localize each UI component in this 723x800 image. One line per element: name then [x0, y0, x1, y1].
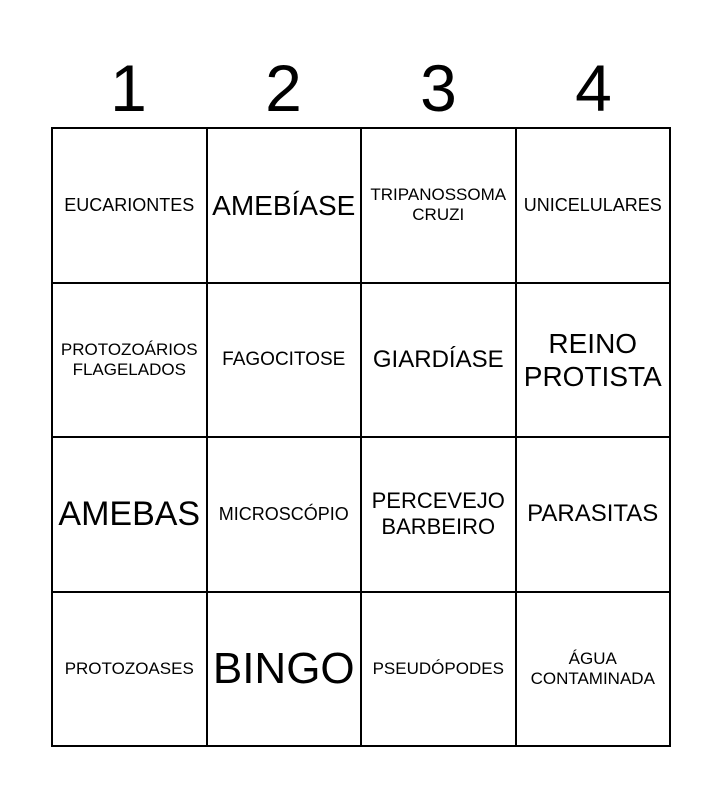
column-number: 2	[265, 51, 302, 125]
cell-label: GIARDÍASE	[372, 345, 504, 373]
bingo-cell	[208, 284, 363, 439]
bingo-cell	[362, 438, 517, 593]
bingo-cell	[208, 438, 363, 593]
cell-label: PROTOZOÁRIOS FLAGELADOS	[60, 339, 198, 379]
column-number: 1	[110, 51, 147, 125]
bingo-cell	[208, 129, 363, 284]
cell-label: MICROSCÓPIO	[218, 503, 349, 524]
cell-label: TRIPANOSSOMA CRUZI	[370, 185, 507, 225]
cell-label: EUCARIONTES	[64, 194, 195, 215]
column-number: 4	[575, 51, 612, 125]
bingo-cell	[53, 129, 208, 284]
bingo-cell	[53, 438, 208, 593]
bingo-cell	[362, 129, 517, 284]
cell-label: AMEBÍASE	[212, 189, 356, 221]
cell-label: REINO PROTISTA	[523, 327, 662, 392]
cell-label: PSEUDÓPODES	[372, 658, 504, 678]
bingo-cell	[53, 593, 208, 748]
cell-label: FAGOCITOSE	[222, 348, 346, 370]
bingo-cell	[53, 284, 208, 439]
cell-label: ÁGUA CONTAMINADA	[530, 648, 655, 688]
bingo-cell	[517, 438, 672, 593]
bingo-cell	[362, 284, 517, 439]
cell-label: AMEBAS	[58, 495, 201, 534]
cell-label: UNICELULARES	[523, 194, 662, 215]
cell-label: PARASITAS	[527, 500, 659, 528]
bingo-cell	[517, 593, 672, 748]
cell-label: BINGO	[212, 643, 355, 693]
bingo-cell	[517, 129, 672, 284]
bingo-cell	[362, 593, 517, 748]
bingo-board	[51, 127, 671, 747]
bingo-cell	[517, 284, 672, 439]
bingo-header	[51, 48, 671, 128]
bingo-cell	[208, 593, 363, 748]
cell-label: PERCEVEJO BARBEIRO	[371, 488, 505, 540]
cell-label: PROTOZOASES	[64, 658, 194, 678]
column-number: 3	[420, 51, 457, 125]
